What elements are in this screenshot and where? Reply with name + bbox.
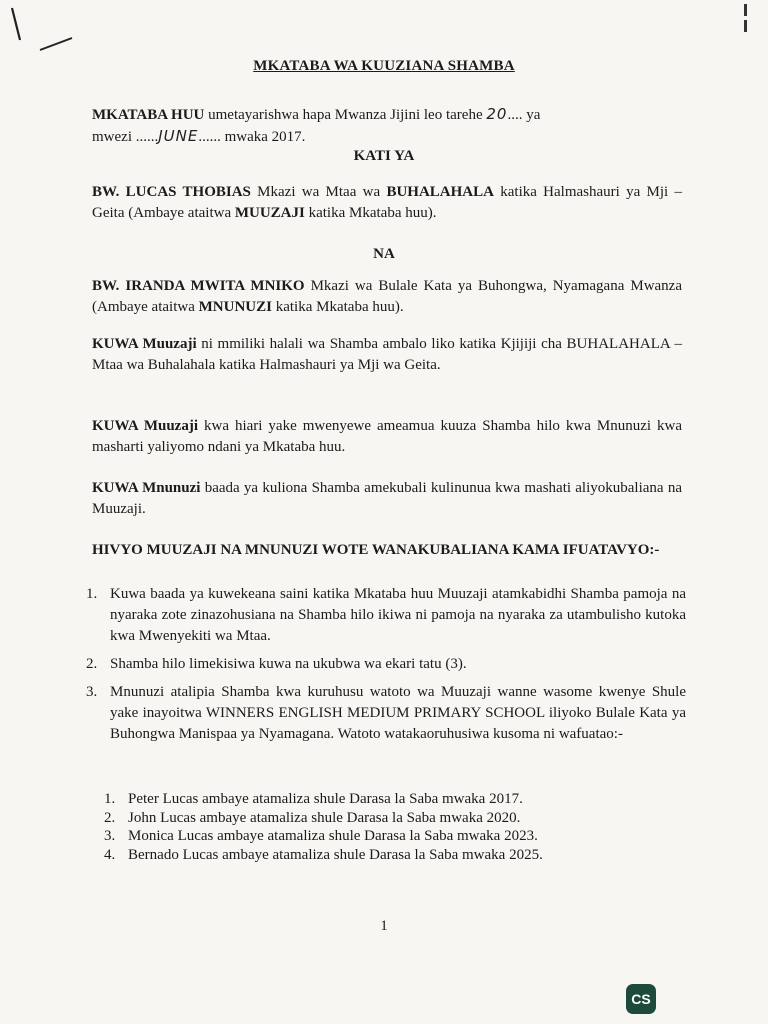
page-number: 1 xyxy=(380,918,388,934)
child-text: John Lucas ambaye atamaliza shule Darasa la Saba mwaka 2020. xyxy=(128,809,521,826)
kuwa-2-text: kwa hiari yake mwenyewe ameamua kuuza Shamba hilo kwa Mnunuzi kwa masharti yaliyomo ndani ya Mkataba huu. xyxy=(92,418,682,455)
intro-text-2: .... ya xyxy=(507,107,541,123)
seller-text-2: katika Halmashauri ya Mji – Geita (Ambaye ataitwa xyxy=(92,184,682,221)
list-item xyxy=(86,584,686,647)
kuwa-paragraph-1 xyxy=(92,334,682,376)
camscanner-logo-icon: CS xyxy=(626,984,656,1014)
document-title: MKATABA WA KUUZIANA SHAMBA xyxy=(253,58,515,74)
list-item xyxy=(104,809,704,828)
term-text: Shamba hilo limekisiwa kuwa na ukubwa wa ekari tatu (3). xyxy=(110,656,467,672)
kuwa-paragraph-3 xyxy=(92,478,682,520)
seller-place: BUHALAHALA xyxy=(386,184,494,200)
child-number: 3. xyxy=(104,828,116,844)
handwritten-date: 20 xyxy=(486,105,508,123)
handwritten-month: JUNE xyxy=(158,127,199,145)
term-text: Kuwa baada ya kuwekeana saini katika Mkataba huu Muuzaji atamkabidhi Shamba pamoja na nyaraka zote zinazohusiana na Shamba hilo ikiwa ni pamoja na nyaraka za utambulisho kutoka kwa Mwenyekiti wa Mtaa. xyxy=(110,586,686,644)
children-list xyxy=(104,790,704,864)
kuwa-3-text: baada ya kuliona Shamba amekubali kulinunua kwa mashati aliyokubaliana na Muuzaji. xyxy=(92,480,682,517)
terms-list xyxy=(86,584,686,752)
buyer-text-1: Mkazi wa Bulale Kata ya Buhongwa, Nyamagana Mwanza (Ambaye ataitwa xyxy=(92,278,682,315)
seller-role: MUUZAJI xyxy=(234,205,305,221)
agreement-heading: HIVYO MUUZAJI NA MNUNUZI WOTE WANAKUBALIANA KAMA IFUATAVYO:- xyxy=(92,542,660,558)
seller-paragraph xyxy=(92,182,682,224)
child-number: 1. xyxy=(104,791,116,807)
buyer-text-2: katika Mkataba huu). xyxy=(271,299,404,315)
kuwa-paragraph-2 xyxy=(92,416,682,458)
buyer-paragraph xyxy=(92,276,682,318)
intro-text-1: umetayarishwa hapa Mwanza Jijini leo tarehe xyxy=(204,107,487,123)
term-number: 3. xyxy=(86,684,98,700)
child-number: 4. xyxy=(104,846,116,863)
list-item xyxy=(86,654,686,675)
term-number: 2. xyxy=(86,656,98,672)
list-item xyxy=(104,790,704,809)
term-text: Mnunuzi atalipia Shamba kwa kuruhusu watoto wa Muuzaji wanne wasome kwenye Shule yake inayoitwa WINNERS ENGLISH MEDIUM PRIMARY SCHOOL iliyoko Bulale Kata ya Buhongwa Manispaa ya Nyamagana. Watoto watakaoruhusiwa kusoma ni wafuatao:- xyxy=(110,684,686,742)
seller-text-1: Mkazi wa Mtaa wa xyxy=(250,184,387,200)
seller-text-3: katika Mkataba huu). xyxy=(304,205,437,221)
na-heading: NA xyxy=(373,246,395,262)
child-text: Peter Lucas ambaye atamaliza shule Darasa la Saba mwaka 2017. xyxy=(128,791,523,807)
kuwa-1-text: ni mmiliki halali wa Shamba ambalo liko katika Kjijiji cha BUHALAHALA – Mtaa wa Buhalahala katika Halmashauri ya Mji wa Geita. xyxy=(92,336,682,373)
child-text: Bernado Lucas ambaye atamaliza shule Darasa la Saba mwaka 2025. xyxy=(128,846,543,863)
kuwa-3-lead: KUWA Mnunuzi xyxy=(92,480,201,496)
edge-mark xyxy=(744,4,748,44)
intro-text-3: mwezi ...... xyxy=(92,129,159,145)
intro-text-4: ...... mwaka 2017. xyxy=(198,129,306,145)
seller-name: BW. LUCAS THOBIAS xyxy=(92,184,251,200)
list-item xyxy=(104,846,704,865)
term-number: 1. xyxy=(86,586,98,602)
child-number: 2. xyxy=(104,809,116,826)
list-item xyxy=(86,682,686,745)
intro-paragraph xyxy=(92,104,682,148)
intro-bold: MKATABA HUU xyxy=(92,107,205,123)
kati-ya-heading: KATI YA xyxy=(353,148,415,164)
child-text: Monica Lucas ambaye atamaliza shule Darasa la Saba mwaka 2023. xyxy=(128,828,538,844)
list-item xyxy=(104,827,704,846)
kuwa-2-lead: KUWA Muuzaji xyxy=(92,418,198,434)
kuwa-1-lead: KUWA Muuzaji xyxy=(92,336,197,352)
buyer-name: BW. IRANDA MWITA MNIKO xyxy=(92,278,305,294)
buyer-role: MNUNUZI xyxy=(198,299,272,315)
